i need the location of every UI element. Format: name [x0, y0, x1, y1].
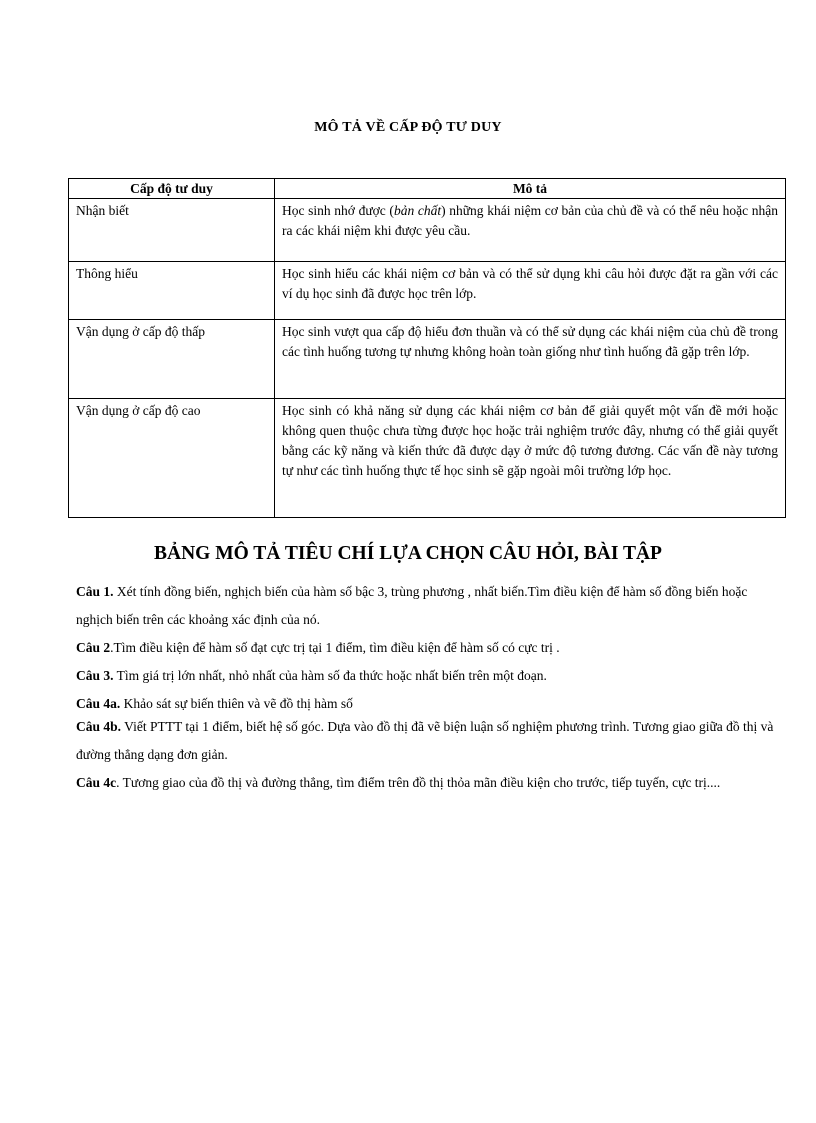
- question-label: Câu 4c: [76, 775, 117, 790]
- question-item: [76, 695, 776, 713]
- header-description: Mô tả: [275, 179, 786, 199]
- level-cell: Vận dụng ở cấp độ cao: [69, 399, 275, 518]
- question-item: [76, 578, 776, 634]
- question-item: [76, 713, 776, 769]
- level-cell: Vận dụng ở cấp độ thấp: [69, 320, 275, 399]
- table-row: [69, 199, 786, 262]
- level-cell: Nhận biết: [69, 199, 275, 262]
- question-text: Viết PTTT tại 1 điểm, biết hệ số góc. Dựa vào đồ thị đã vẽ biện luận số nghiệm phương trình. Tương giao giữa đồ thị và đường thẳng dạng đơn giản.: [76, 719, 774, 762]
- question-item: [76, 634, 776, 662]
- question-text: Khảo sát sự biến thiên và vẽ đồ thị hàm số: [120, 696, 353, 711]
- question-label: Câu 2: [76, 640, 111, 655]
- description-italic: bản chất: [393, 203, 442, 218]
- question-item: [76, 769, 776, 797]
- question-text: Tìm giá trị lớn nhất, nhỏ nhất của hàm số đa thức hoặc nhất biến trên một đoạn.: [113, 668, 547, 683]
- question-text: . Tương giao của đồ thị và đường thẳng, tìm điểm trên đồ thị thỏa mãn điều kiện cho trước, tiếp tuyến, cực trị....: [116, 775, 721, 790]
- description-cell: Học sinh có khả năng sử dụng các khái niệm cơ bản để giải quyết một vấn đề mới hoặc không quen thuộc chưa từng được học hoặc trải nghiệm trước đây, nhưng có thể giải quyết bằng các kỹ năng và kiến thức đã được dạy ở mức độ tương đương. Các vấn đề này tương tự như các tình huống thực tế học sinh sẽ gặp ngoài môi trường lớp học.: [275, 399, 786, 518]
- table-row: [69, 399, 786, 518]
- question-label: Câu 4a.: [76, 696, 121, 711]
- description-text: ) những khái niệm cơ bản của chủ đề và có thể nêu hoặc nhận ra các khái niệm khi được yêu cầu.: [282, 203, 779, 238]
- thinking-levels-table: [68, 178, 786, 518]
- table-header-row: [69, 179, 786, 199]
- level-cell: Thông hiểu: [69, 262, 275, 320]
- header-level: Cấp độ tư duy: [69, 179, 275, 199]
- description-cell: Học sinh hiểu các khái niệm cơ bản và có thể sử dụng khi câu hỏi được đặt ra gần với các ví dụ học sinh đã được học trên lớp.: [275, 262, 786, 320]
- description-text: Học sinh nhớ được (: [282, 203, 394, 218]
- question-text: Xét tính đồng biến, nghịch biến của hàm số bậc 3, trùng phương , nhất biến.Tìm điều kiện để hàm số đồng biến hoặc nghịch biến trên các khoảng xác định của nó.: [76, 584, 748, 627]
- table-row: [69, 262, 786, 320]
- page-title: MÔ TẢ VỀ CẤP ĐỘ TƯ DUY: [314, 120, 502, 135]
- question-label: Câu 4b.: [76, 719, 122, 734]
- description-cell: Học sinh vượt qua cấp độ hiểu đơn thuần và có thể sử dụng các khái niệm của chủ đề trong các tình huống tương tự nhưng không hoàn toàn giống như tình huống đã gặp trên lớp.: [275, 320, 786, 399]
- question-label: Câu 1.: [76, 584, 114, 599]
- description-cell: [275, 199, 786, 262]
- criteria-list: [76, 578, 776, 797]
- question-label: Câu 3.: [76, 668, 114, 683]
- table-row: [69, 320, 786, 399]
- question-item: [76, 662, 776, 690]
- question-text: .Tìm điều kiện để hàm số đạt cực trị tại 1 điểm, tìm điều kiện để hàm số có cực trị .: [110, 640, 560, 655]
- section-title: BẢNG MÔ TẢ TIÊU CHÍ LỰA CHỌN CÂU HỎI, BÀI TẬP: [154, 543, 662, 564]
